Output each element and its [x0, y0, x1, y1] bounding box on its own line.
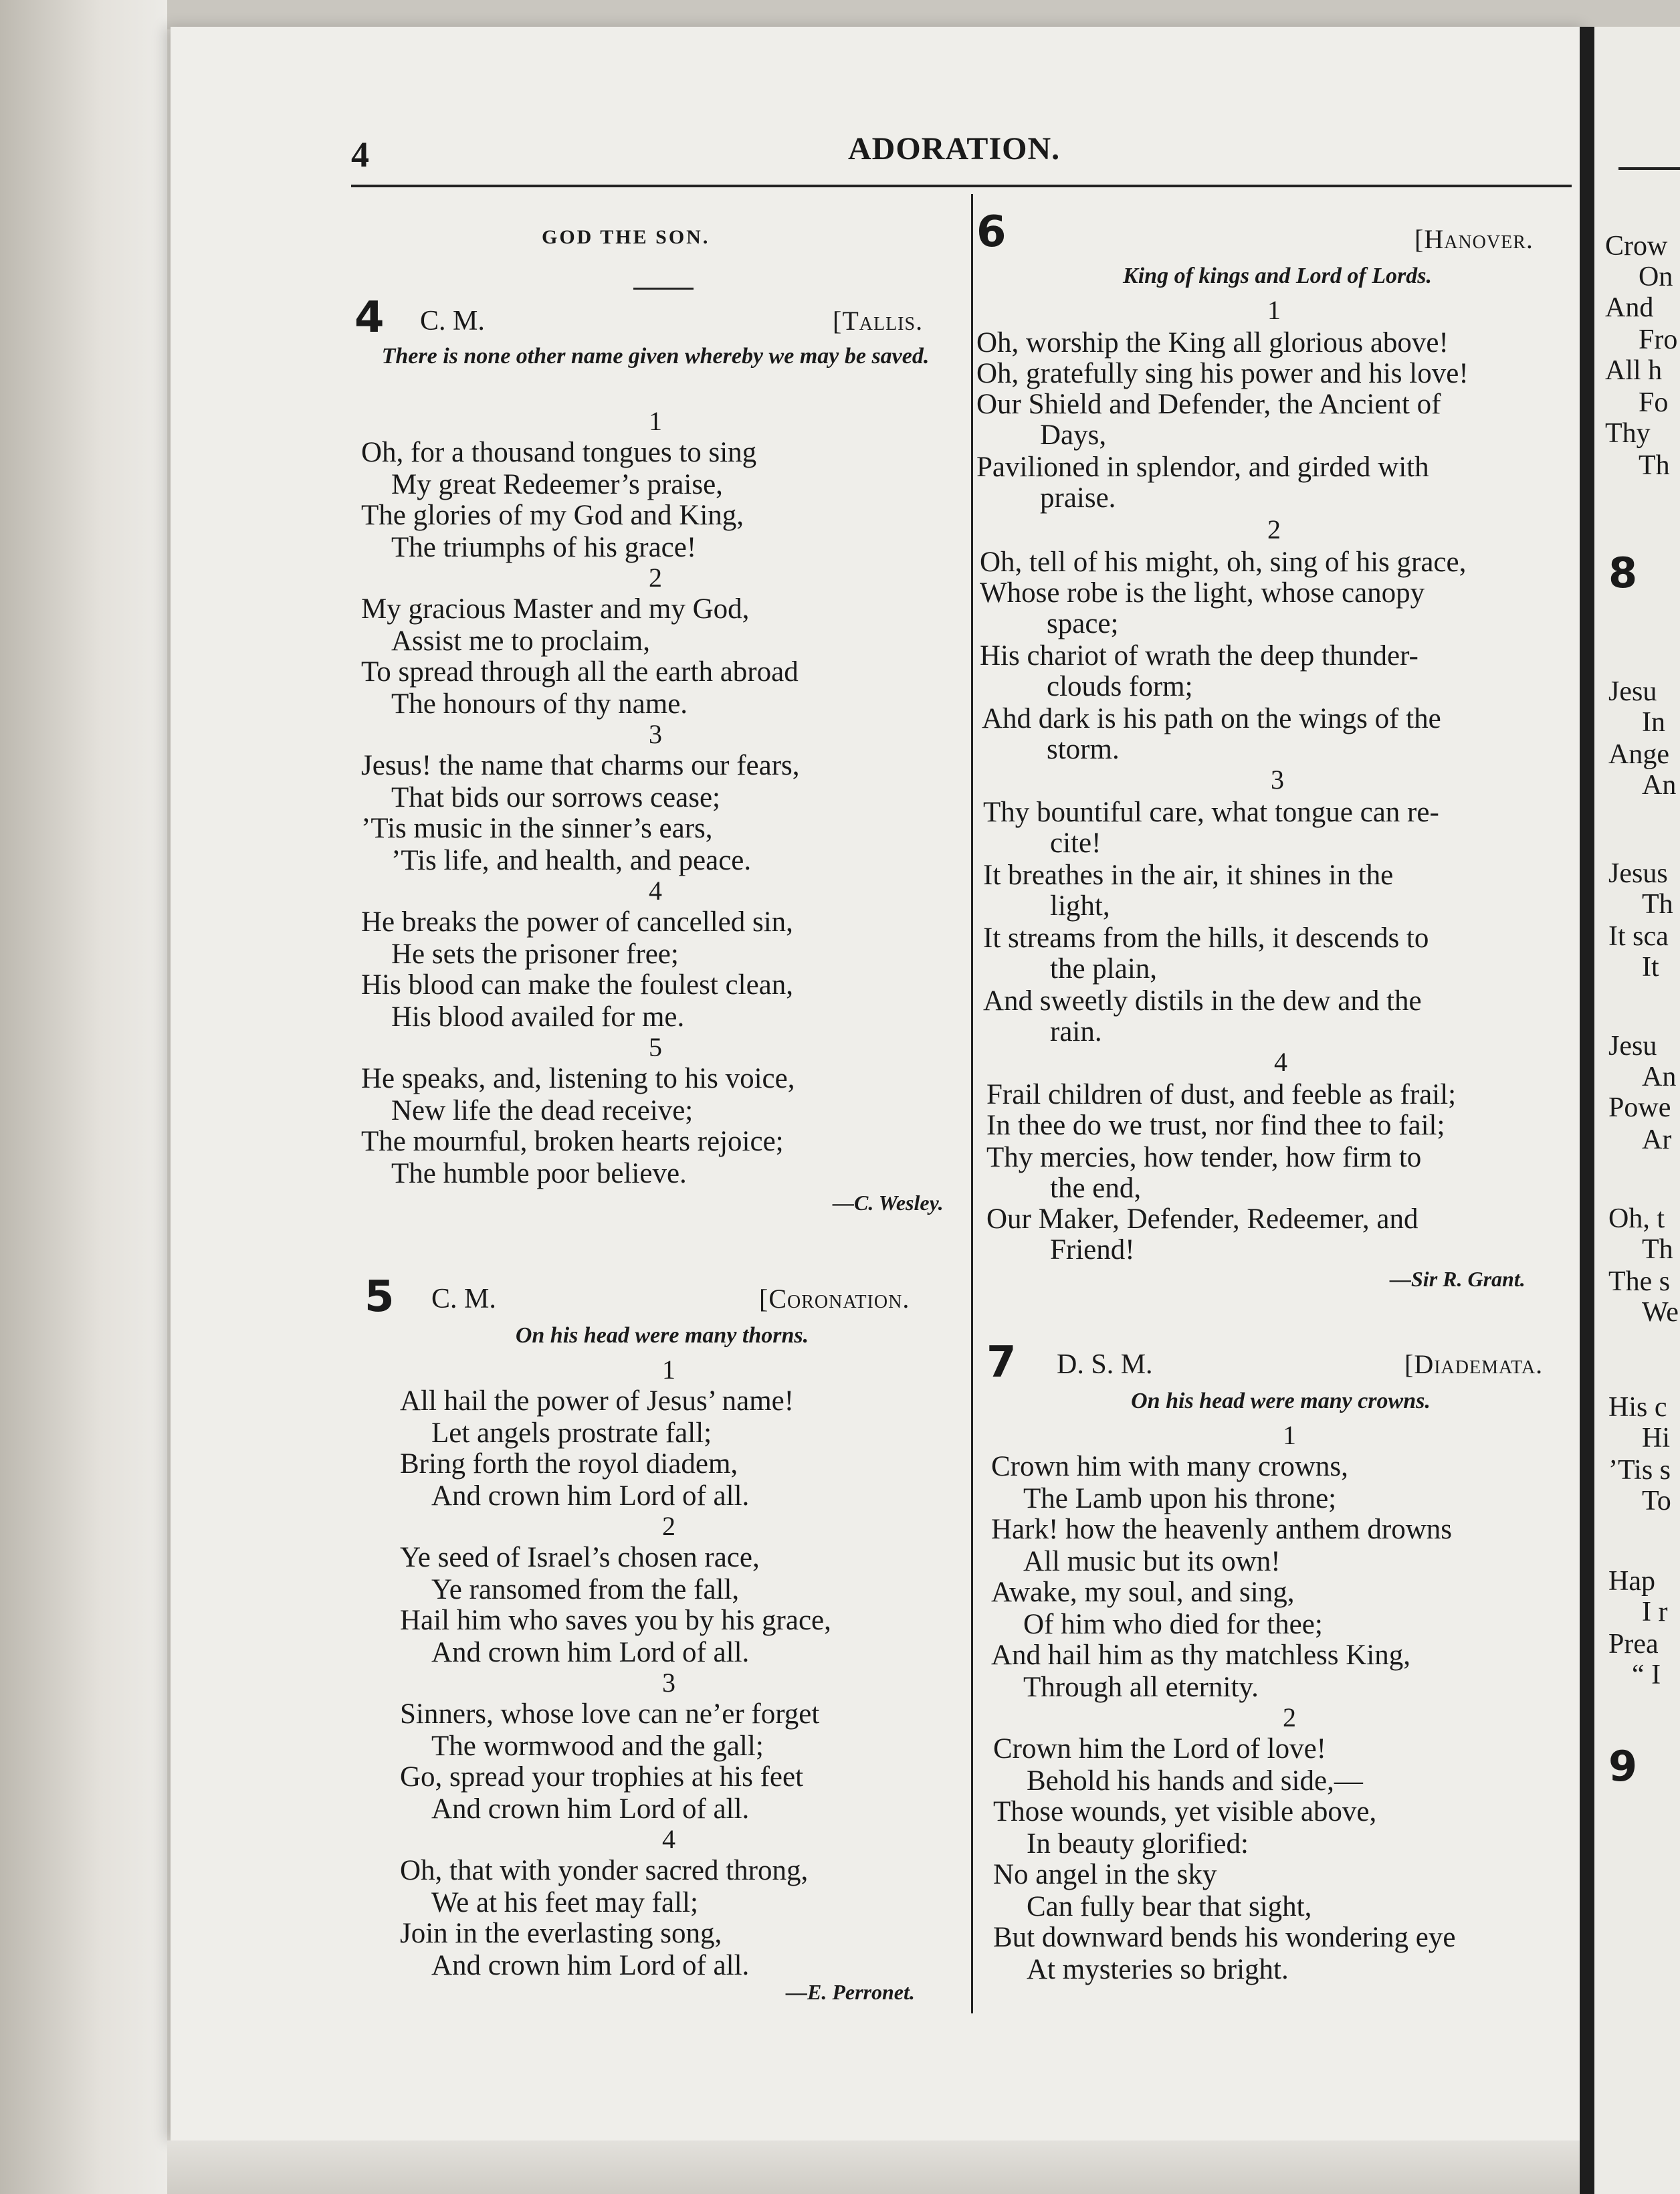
hymn-line: Can fully bear that sight, [1027, 1891, 1312, 1922]
verse-number: 3 [649, 719, 662, 749]
hymn-line: The Lamb upon his throne; [1023, 1483, 1337, 1514]
verse-number: 2 [1283, 1702, 1296, 1732]
next-page-line: Fro [1639, 324, 1678, 355]
hymn-line: And crown him Lord of all. [431, 1793, 750, 1825]
next-page-line: Hap [1608, 1566, 1655, 1597]
hymn-line: Ye ransomed from the fall, [431, 1574, 740, 1605]
next-page-line: Hi [1642, 1423, 1670, 1454]
hymn-line: My great Redeemer’s praise, [391, 469, 723, 500]
hymn-line: The mournful, broken hearts rejoice; [361, 1126, 784, 1157]
hymn-line: Sinners, whose love can ne’er forget [400, 1698, 820, 1730]
verse-number: 4 [1274, 1047, 1287, 1077]
hymn-line: ’Tis music in the sinner’s ears, [361, 813, 713, 844]
hymn-author: —C. Wesley. [833, 1191, 944, 1215]
section-title: GOD THE SON. [542, 226, 710, 248]
next-page-line: Fo [1639, 387, 1669, 418]
hymn-subtitle: King of kings and Lord of Lords. [1123, 264, 1432, 288]
hymn-line: Jesus! the name that charms our fears, [361, 750, 800, 781]
hymn-line: New life the dead receive; [391, 1095, 694, 1126]
next-page-line: Thy [1605, 418, 1651, 449]
hymn-line: Hark! how the heavenly anthem drowns [991, 1514, 1452, 1545]
next-page-header-rule [1618, 167, 1680, 170]
hymn-line: Thy bountiful care, what tongue can re- [983, 797, 1439, 828]
hymn-meter: D. S. M. [1057, 1349, 1153, 1380]
hymn-line: Days, [1040, 419, 1107, 451]
next-page-line: The s [1608, 1266, 1671, 1297]
hymn-line: In beauty glorified: [1027, 1828, 1249, 1860]
hymn-line: We at his feet may fall; [431, 1887, 698, 1918]
hymn-line: Thy mercies, how tender, how firm to [986, 1142, 1422, 1173]
hymn-line: Our Maker, Defender, Redeemer, and [986, 1203, 1419, 1235]
running-head: ADORATION. [848, 131, 1061, 167]
hymn-number: 7 [986, 1338, 1017, 1387]
hymn-subtitle: There is none other name given whereby we may be saved. [381, 344, 930, 369]
hymn-author: —Sir R. Grant. [1390, 1267, 1526, 1291]
verse-number: 1 [649, 406, 662, 436]
hymn-line: To spread through all the earth abroad [361, 656, 799, 688]
hymn-line: Go, spread your trophies at his feet [400, 1761, 804, 1793]
hymn-line: Those wounds, yet visible above, [993, 1796, 1377, 1827]
hymn-line: And crown him Lord of all. [431, 1950, 750, 1981]
hymn-line: Through all eternity. [1023, 1672, 1259, 1703]
hymn-line: The wormwood and the gall; [431, 1730, 764, 1762]
verse-number: 4 [662, 1824, 675, 1854]
hymn-line: Hail him who saves you by his grace, [400, 1605, 831, 1636]
verse-number: 2 [662, 1511, 675, 1541]
next-page-line: Ange [1608, 739, 1669, 770]
hymn-line: Oh, for a thousand tongues to sing [361, 437, 757, 468]
next-page-line: “ I [1632, 1660, 1661, 1690]
next-page-line: His c [1608, 1392, 1667, 1423]
tune-name: [Coronation. [759, 1284, 910, 1314]
next-page-line: Th [1642, 1234, 1673, 1265]
hymn-line: Of him who died for thee; [1023, 1609, 1323, 1640]
hymn-line: Let angels prostrate fall; [431, 1417, 712, 1449]
next-page-line: Th [1639, 450, 1670, 481]
hymn-line: the end, [1050, 1173, 1142, 1204]
verse-number: 1 [1267, 295, 1281, 325]
verse-number: 4 [649, 876, 662, 906]
hymn-line: Crown him the Lord of love! [993, 1733, 1326, 1765]
hymn-number: 4 [354, 293, 385, 342]
hymn-line: Awake, my soul, and sing, [991, 1577, 1295, 1608]
hymn-line: His blood can make the foulest clean, [361, 969, 793, 1001]
verse-number: 1 [1283, 1420, 1296, 1450]
hymn-line: And crown him Lord of all. [431, 1480, 750, 1512]
hymn-line: It breathes in the air, it shines in the [983, 860, 1394, 891]
hymn-line: The triumphs of his grace! [391, 532, 697, 563]
hymn-line: Assist me to proclaim, [391, 625, 650, 657]
hymn-line: Ye seed of Israel’s chosen race, [400, 1542, 760, 1573]
hymn-meter: C. M. [431, 1284, 496, 1314]
hymn-line: Join in the everlasting song, [400, 1918, 722, 1949]
next-page-line: And [1605, 292, 1654, 323]
header-rule [351, 185, 1572, 187]
next-page-line: It [1642, 952, 1659, 983]
next-page-hymn-number: 8 [1608, 548, 1638, 597]
next-page-line: Powe [1608, 1092, 1671, 1123]
hymn-line: That bids our sorrows cease; [391, 782, 720, 813]
hymn-meter: C. M. [420, 306, 485, 336]
hymn-subtitle: On his head were many thorns. [515, 1323, 809, 1348]
hymn-line: And crown him Lord of all. [431, 1637, 750, 1668]
hymn-line: Whose robe is the light, whose canopy [980, 577, 1425, 609]
hymn-line: Oh, worship the King all glorious above! [976, 327, 1449, 359]
hymn-line: His chariot of wrath the deep thunder- [980, 640, 1419, 672]
column-divider [971, 194, 973, 2013]
verse-number: 2 [1267, 514, 1281, 544]
tune-name: [Diademata. [1404, 1349, 1544, 1379]
hymn-line: Oh, gratefully sing his power and his love! [976, 358, 1469, 389]
hymn-line: And hail him as thy matchless King, [991, 1639, 1411, 1671]
hymn-line: space; [1047, 608, 1119, 639]
hymn-line: Oh, tell of his might, oh, sing of his grace, [980, 546, 1467, 578]
hymn-line: the plain, [1050, 953, 1158, 985]
hymn-line: He breaks the power of cancelled sin, [361, 906, 793, 938]
hymn-line: Our Shield and Defender, the Ancient of [976, 389, 1441, 420]
hymn-line: Bring forth the royol diadem, [400, 1448, 738, 1480]
hymn-line: At mysteries so bright. [1027, 1954, 1289, 1985]
hymn-line: The glories of my God and King, [361, 500, 744, 531]
next-page-line: Oh, t [1608, 1203, 1665, 1234]
next-page-line: I r [1642, 1597, 1668, 1627]
hymn-line: Oh, that with yonder sacred throng, [400, 1855, 809, 1886]
next-page-line: Jesu [1608, 676, 1657, 707]
book-gutter [1580, 27, 1594, 2194]
next-page-line: It sca [1608, 921, 1669, 952]
hymn-number: 6 [976, 207, 1007, 257]
verse-number: 3 [662, 1668, 675, 1698]
hymn-line: Pavilioned in splendor, and girded with [976, 452, 1429, 483]
section-rule [633, 288, 694, 290]
next-page-line: In [1642, 707, 1665, 738]
next-page-line: To [1642, 1486, 1671, 1516]
hymn-line: In thee do we trust, nor find thee to fail; [986, 1110, 1445, 1141]
next-page-line: We [1642, 1297, 1679, 1328]
next-page-line: Ar [1642, 1124, 1672, 1155]
hymn-line: All hail the power of Jesus’ name! [400, 1385, 795, 1417]
hymn-line: clouds form; [1047, 671, 1193, 702]
next-page-line: All h [1605, 355, 1663, 386]
hymn-line: The humble poor believe. [391, 1158, 687, 1189]
hymn-line: ’Tis life, and health, and peace. [391, 845, 752, 876]
hymn-number: 5 [364, 1272, 395, 1322]
scan-margin-left [0, 0, 167, 2194]
hymn-line: And sweetly distils in the dew and the [983, 985, 1422, 1017]
hymn-line: My gracious Master and my God, [361, 593, 750, 625]
scan-bottom-edge [167, 2140, 1680, 2194]
hymn-line: His blood availed for me. [391, 1001, 685, 1033]
hymn-line: praise. [1040, 482, 1116, 514]
next-page-line: On [1639, 262, 1673, 292]
hymn-author: —E. Perronet. [786, 1980, 915, 2004]
hymn-line: Behold his hands and side,— [1027, 1765, 1363, 1797]
verse-number: 2 [649, 563, 662, 593]
next-page-line: Crow [1605, 231, 1668, 262]
hymn-line: No angel in the sky [993, 1859, 1217, 1890]
scan-top-edge [167, 0, 1680, 29]
next-page-line: Jesus [1608, 858, 1668, 889]
hymn-line: All music but its own! [1023, 1546, 1281, 1577]
next-page-line: Prea [1608, 1629, 1659, 1660]
verse-number: 1 [662, 1355, 675, 1385]
tune-name: [Tallis. [833, 306, 924, 336]
next-page-hymn-number: 9 [1608, 1742, 1638, 1791]
hymn-subtitle: On his head were many crowns. [1131, 1389, 1431, 1413]
hymn-line: Frail children of dust, and feeble as frail; [986, 1079, 1457, 1110]
hymn-line: The honours of thy name. [391, 688, 688, 720]
next-page-line: An [1642, 770, 1677, 801]
hymn-line: But downward bends his wondering eye [993, 1922, 1456, 1953]
hymn-line: He sets the prisoner free; [391, 938, 679, 970]
hymn-line: He speaks, and, listening to his voice, [361, 1063, 795, 1094]
hymn-line: cite! [1050, 827, 1101, 859]
hymn-line: It streams from the hills, it descends to [983, 922, 1429, 954]
hymn-line: light, [1050, 890, 1110, 922]
next-page-line: An [1642, 1062, 1677, 1092]
hymn-line: rain. [1050, 1016, 1102, 1048]
next-page-line: ’Tis s [1608, 1455, 1671, 1486]
hymn-line: Crown him with many crowns, [991, 1451, 1348, 1482]
hymn-line: Friend! [1050, 1234, 1135, 1266]
verse-number: 3 [1271, 765, 1284, 795]
next-page-line: Jesu [1608, 1031, 1657, 1062]
next-page-line: Th [1642, 889, 1673, 920]
hymn-line: Ahd dark is his path on the wings of the [982, 703, 1441, 734]
hymn-line: storm. [1047, 734, 1120, 765]
page-number: 4 [351, 134, 369, 175]
verse-number: 5 [649, 1032, 662, 1062]
tune-name: [Hanover. [1414, 224, 1534, 254]
